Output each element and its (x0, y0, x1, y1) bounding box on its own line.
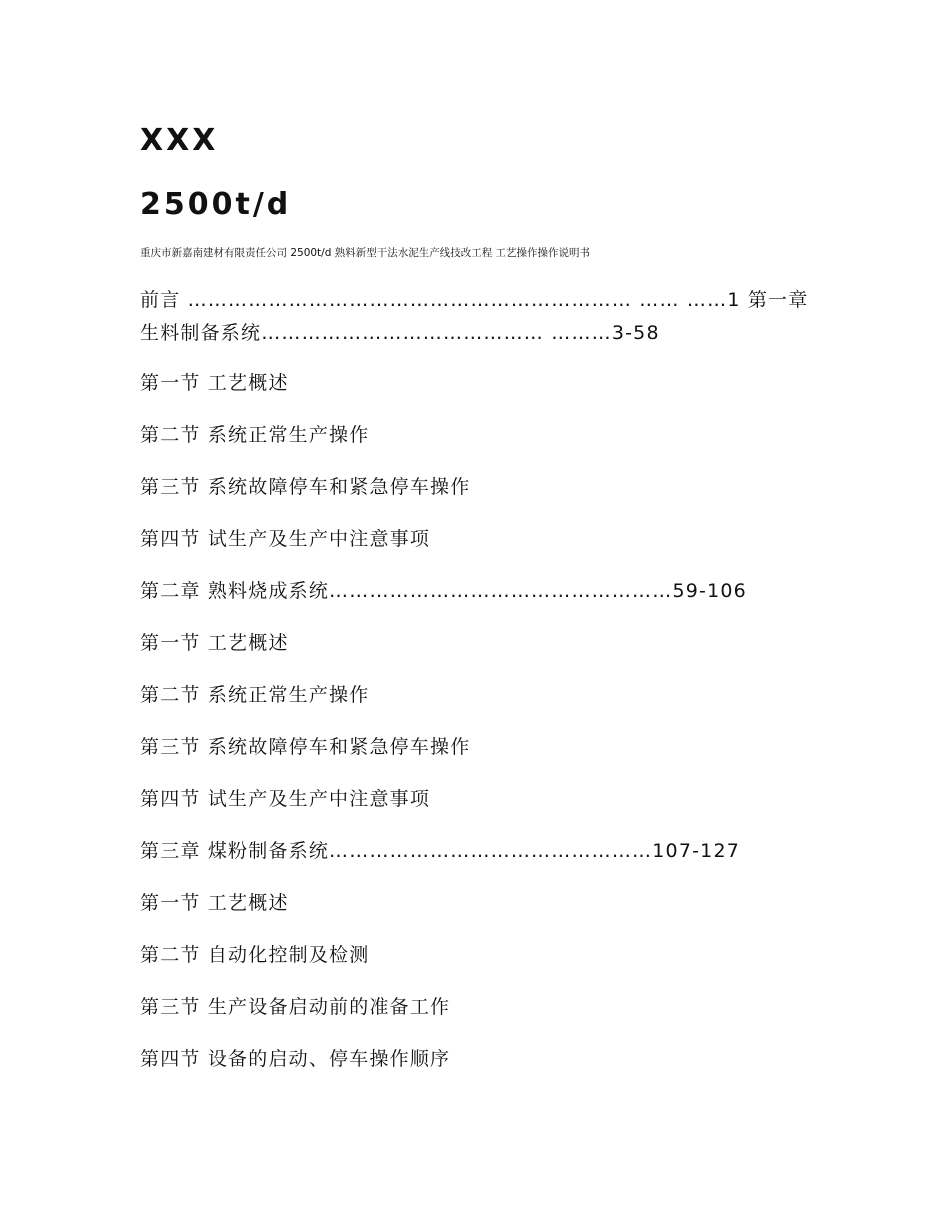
toc-item: 第四节 试生产及生产中注意事项 (140, 528, 431, 550)
toc-item: 第二节 自动化控制及检测 (140, 944, 370, 966)
toc-item: 第三节 系统故障停车和紧急停车操作 (140, 736, 471, 758)
toc-item: 第三节 系统故障停车和紧急停车操作 (140, 476, 471, 498)
toc-item: 第二节 系统正常生产操作 (140, 424, 370, 446)
document-title-line1: XXX (140, 123, 219, 158)
toc-item: 第三节 生产设备启动前的准备工作 (140, 996, 451, 1018)
document-subtitle: 重庆市新嘉南建材有限责任公司 2500t/d 熟料新型干法水泥生产线技改工程 工艺操作操作说明书 (140, 247, 591, 259)
toc-item: 第一节 工艺概述 (140, 892, 289, 914)
toc-chapter: 第二章 熟料烧成系统……………………………………………59-106 (140, 580, 747, 602)
toc-item: 第一节 工艺概述 (140, 372, 289, 394)
toc-chapter: 第三章 煤粉制备系统…………………………………………107-127 (140, 840, 741, 862)
toc-item: 第一节 工艺概述 (140, 632, 289, 654)
toc-item: 第四节 试生产及生产中注意事项 (140, 788, 431, 810)
toc-item: 第二节 系统正常生产操作 (140, 684, 370, 706)
document-title-line2: 2500t/d (140, 187, 292, 222)
toc-item: 第四节 设备的启动、停车操作顺序 (140, 1048, 451, 1070)
table-of-contents (140, 284, 820, 1095)
toc-intro-line: 前言 ………………………………………………………… …… ……1 第一章 生料制备系统…………………………………… ………3-58 (140, 289, 809, 344)
